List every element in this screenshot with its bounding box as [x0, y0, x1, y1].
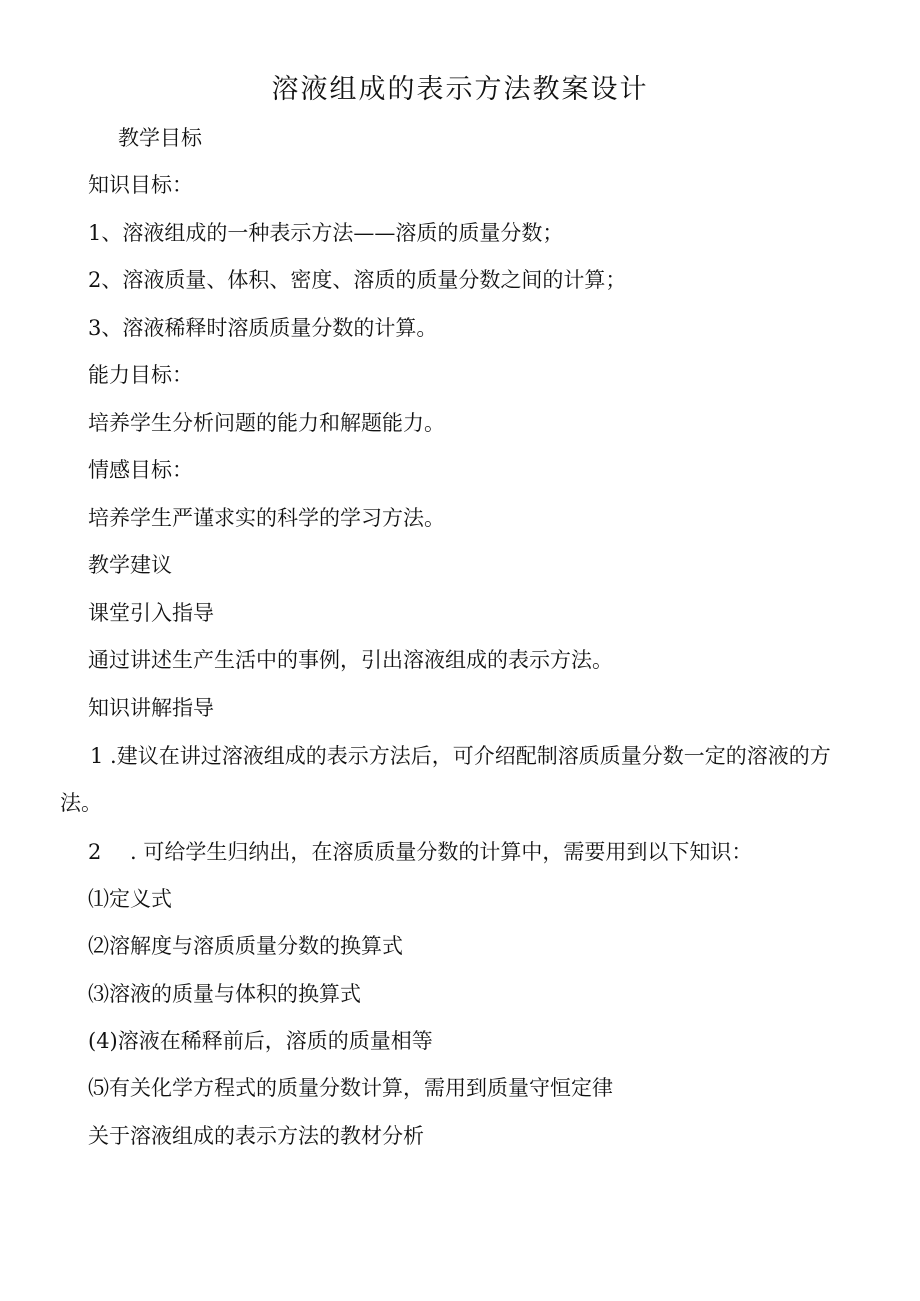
- heading-teaching-goals: 教学目标: [118, 126, 202, 150]
- heading-textbook-analysis: 关于溶液组成的表示方法的教材分析: [88, 1124, 424, 1148]
- knowledge-item-3: 3、溶液稀释时溶质质量分数的计算。: [88, 316, 438, 340]
- ability-goal-text: 培养学生分析问题的能力和解题能力。: [88, 411, 445, 435]
- paragraph-2-number: 2: [88, 840, 102, 864]
- heading-lesson-intro: 课堂引入指导: [88, 601, 214, 625]
- formula-item-3: ⑶溶液的质量与体积的换算式: [88, 982, 361, 1006]
- explanation-paragraph-2: [88, 837, 752, 867]
- explanation-paragraph-1: 1 .建议在讲过溶液组成的表示方法后，可介绍配制溶质质量分数一定的溶液的方法。: [60, 744, 831, 815]
- lesson-intro-text: 通过讲述生产生活中的事例，引出溶液组成的表示方法。: [88, 648, 613, 672]
- heading-knowledge-explanation: 知识讲解指导: [88, 696, 214, 720]
- formula-item-5: ⑸有关化学方程式的质量分数计算，需用到质量守恒定律: [88, 1076, 613, 1100]
- formula-item-2: ⑵溶解度与溶质质量分数的换算式: [88, 934, 403, 958]
- heading-teaching-suggestions: 教学建议: [88, 553, 172, 577]
- heading-knowledge-goals: 知识目标：: [88, 173, 193, 197]
- heading-emotion-goals: 情感目标：: [88, 458, 193, 482]
- formula-item-1: ⑴定义式: [88, 887, 172, 911]
- knowledge-item-2: 2、溶液质量、体积、密度、溶质的质量分数之间的计算；: [88, 268, 627, 292]
- paragraph-2-text: . 可给学生归纳出，在溶质质量分数的计算中，需要用到以下知识：: [130, 840, 753, 864]
- knowledge-item-1: 1、溶液组成的一种表示方法——溶质的质量分数；: [88, 221, 564, 245]
- formula-item-4: (4)溶液在稀释前后，溶质的质量相等: [88, 1029, 433, 1053]
- emotion-goal-text: 培养学生严谨求实的科学的学习方法。: [88, 506, 445, 530]
- document-title: 溶液组成的表示方法教案设计: [271, 74, 649, 105]
- heading-ability-goals: 能力目标：: [88, 363, 193, 387]
